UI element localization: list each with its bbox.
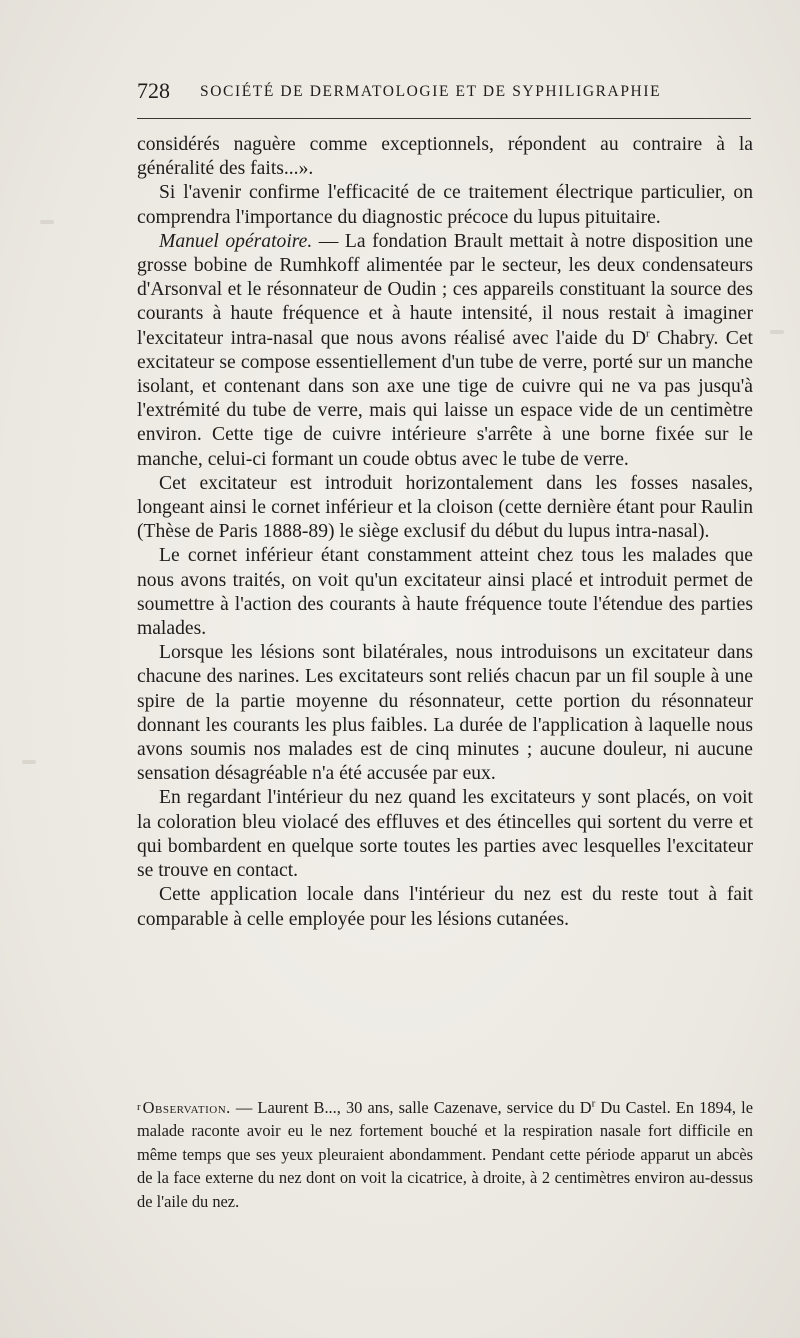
paragraph-8: Cette application locale dans l'intérieur du nez est du reste tout à fait comparable à celle employée pour les lésions cutanées. <box>137 884 753 930</box>
section-heading-manuel-operatoire: Manuel opératoire. <box>159 230 313 252</box>
paragraph-5: Le cornet inférieur étant constamment atteint chez tous les malades que nous avons traités, on voit qu'un excitateur ainsi placé et introduit permet de soumettre à l'action des courants à haute fréquence toute l'étendue des parties malades. <box>137 545 753 640</box>
paper-blemish <box>22 760 36 764</box>
page-number: 728 <box>137 78 170 103</box>
page-header <box>137 78 753 108</box>
running-title: SOCIÉTÉ DE DERMATOLOGIE ET DE SYPHILIGRAPHIE <box>200 83 662 100</box>
paragraph-7: En regardant l'intérieur du nez quand les excitateurs y sont placés, on voit la coloration bleu violacé des effluves et des étincelles qui sortent du verre et qui bombardent en quelque sorte toutes les parties avec lesquelles l'excitateur se trouve en contact. <box>137 787 753 882</box>
footnote-label: Observation. <box>142 1098 231 1117</box>
paragraph-2: Si l'avenir confirme l'efficacité de ce traitement électrique particulier, on comprendra l'importance du diagnostic précoce du lupus pituitaire. <box>137 182 753 228</box>
footnote-text-a: — Laurent B..., 30 ans, salle Cazenave, service du D <box>230 1098 592 1117</box>
footnote-text-b: Du Castel. En 1894, le malade raconte avoir eu le nez fortement bouché et la respiration nasale fort difficile en même temps que ses yeux pleuraient abondamment. Pendant cette période apparut un abcès de la face externe du nez dont on voit la cicatrice, à droite, à 2 centimètres environ au-dessus de l'aile du nez. <box>137 1098 753 1211</box>
header-rule <box>137 118 751 119</box>
paragraph-3-text-b: Chabry. Cet excitateur se compose essentiellement d'un tube de verre, porté sur un manche isolant, et contenant dans son axe une tige de cuivre qui ne va pas jusqu'à l'extrémité du tube de verre, mais qui laisse un espace vide de un centimètre environ. Cette tige de cuivre intérieure s'arrête à une borne fixée sur le manche, celui-ci formant un coude obtus avec le tube de verre. <box>137 327 753 470</box>
paragraph-4: Cet excitateur est introduit horizontalement dans les fosses nasales, longeant ainsi le cornet inférieur et la cloison (cette dernière étant pour Raulin (Thèse de Paris 1888-89) le siège exclusif du début du lupus intra-nasal). <box>137 472 753 543</box>
footnote <box>137 1096 753 1213</box>
footnote-paragraph <box>137 1096 753 1213</box>
paragraph-6: Lorsque les lésions sont bilatérales, nous introduisons un excitateur dans chacune des narines. Les excitateurs sont reliés chacun par un fil souple à une spire de la partie moyenne du résonnateur, cette portion du résonnateur donnant les courants les plus faibles. La durée de l'application à laquelle nous avons soumis nos malades est de cinq minutes ; aucune douleur, ni aucune sensation désagréable n'a été accusée par eux. <box>137 642 753 785</box>
paper-blemish <box>770 330 784 334</box>
paper-blemish <box>40 220 54 224</box>
paragraph-3-superscript: r <box>645 327 650 340</box>
paragraph-3-text-a: — La fondation Brault mettait à notre disposition une grosse bobine de Rumhkoff alimentée par le secteur, les deux condensateurs d'Arsonval et le résonnateur de Oudin ; ces appareils constituant la source des courants à haute fréquence et à haute intensité, il nous restait à imaginer l'excitateur intra-nasal que nous avons réalisé avec l'aide du D <box>137 230 753 349</box>
footnote-superscript: r <box>591 1097 596 1110</box>
main-text <box>137 133 753 932</box>
paragraph-3 <box>137 230 753 472</box>
footnote-marker: r <box>137 1101 141 1113</box>
paragraph-1: considérés naguère comme exceptionnels, répondent au contraire à la généralité des faits...». <box>137 134 753 180</box>
